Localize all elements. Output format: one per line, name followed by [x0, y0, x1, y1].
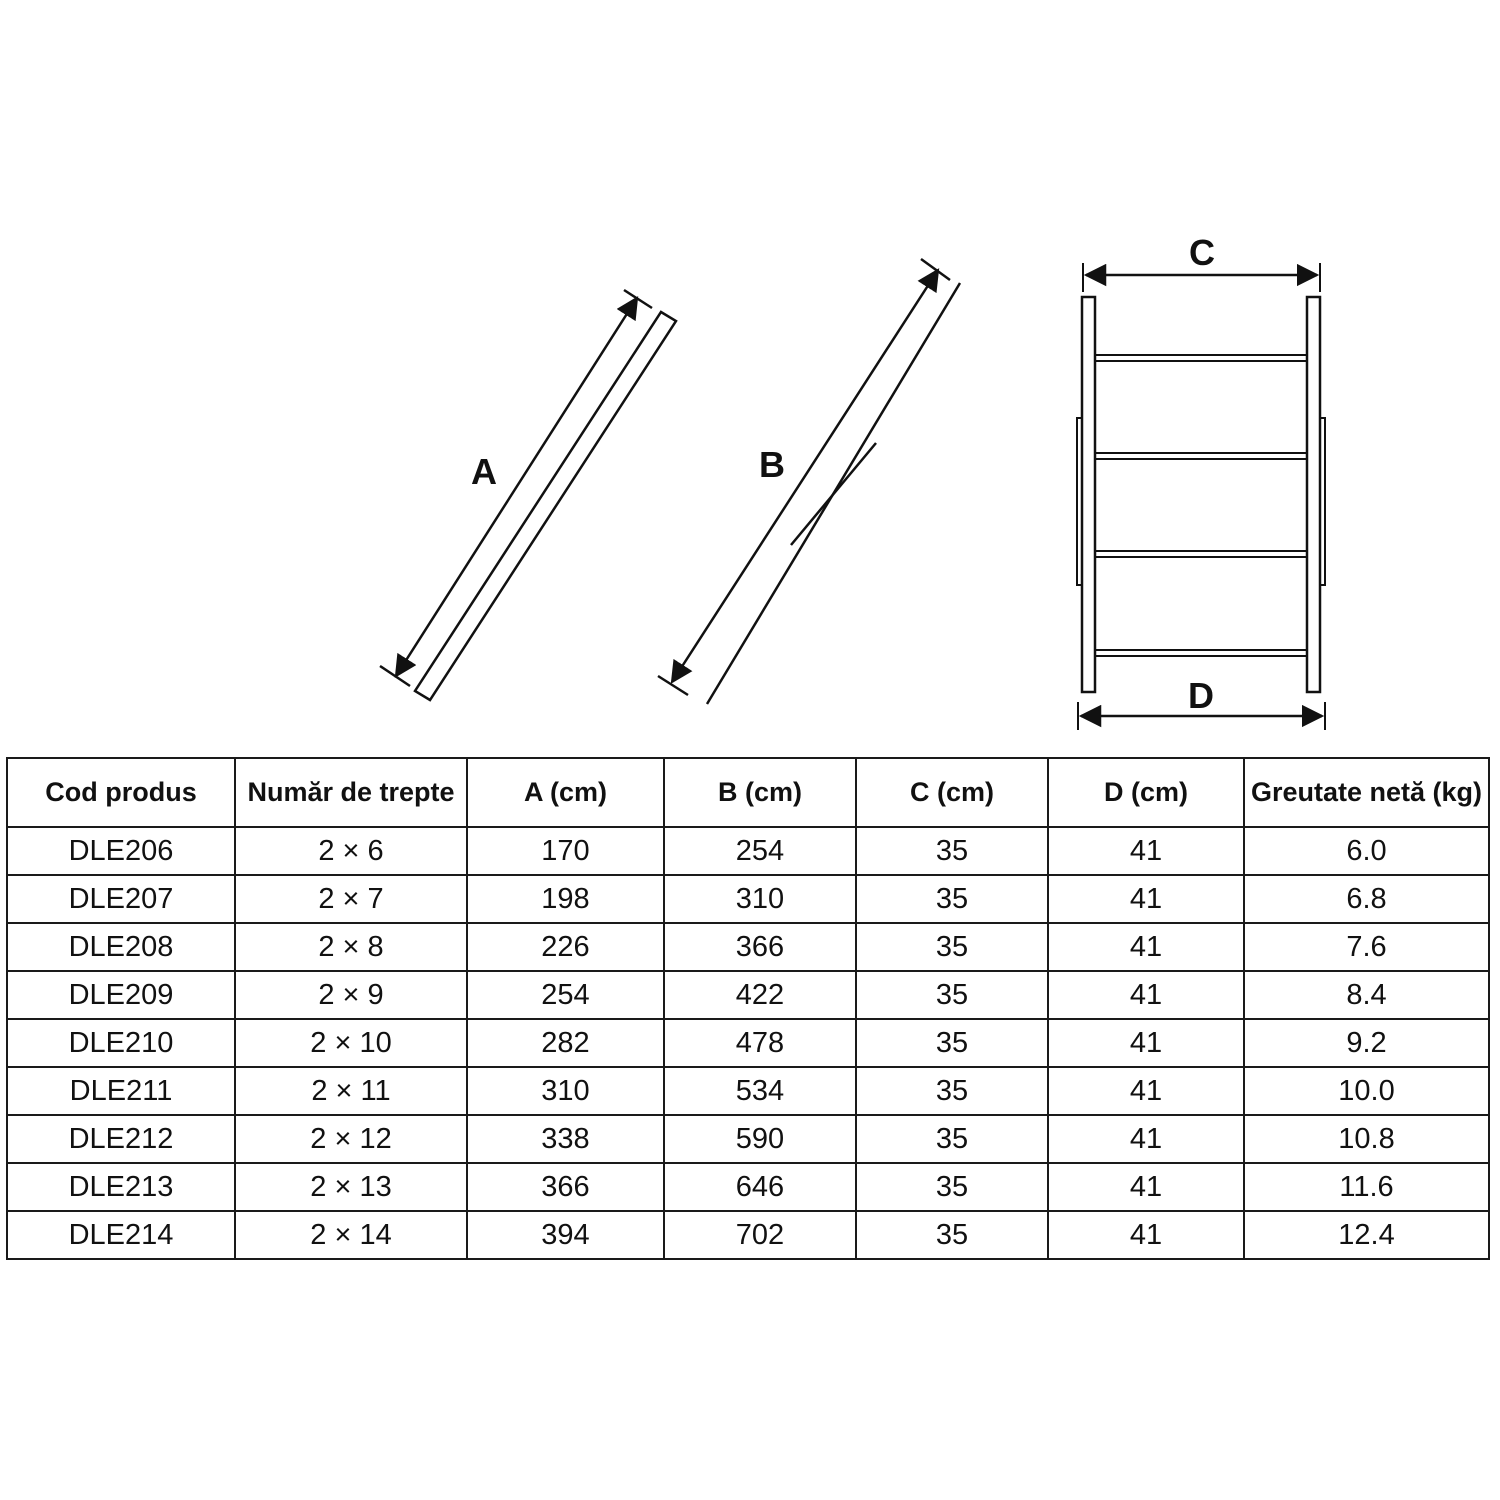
header-net-weight: Greutate netă (kg)	[1244, 758, 1489, 827]
cell-d: 41	[1048, 1019, 1244, 1067]
header-b: B (cm)	[664, 758, 856, 827]
cell-step-count: 2 × 9	[235, 971, 467, 1019]
cell-net-weight: 11.6	[1244, 1163, 1489, 1211]
cell-d: 41	[1048, 875, 1244, 923]
rung	[1095, 355, 1307, 361]
ladder-b-lower-section	[791, 443, 876, 545]
cell-step-count: 2 × 8	[235, 923, 467, 971]
cell-d: 41	[1048, 1163, 1244, 1211]
dimension-a-arrow	[396, 298, 637, 676]
cell-b: 534	[664, 1067, 856, 1115]
cell-step-count: 2 × 6	[235, 827, 467, 875]
table-row	[7, 827, 1489, 875]
right-stile	[1307, 297, 1320, 692]
cell-product-code: DLE207	[7, 875, 235, 923]
table-row	[7, 1115, 1489, 1163]
cell-product-code: DLE211	[7, 1067, 235, 1115]
cell-d: 41	[1048, 827, 1244, 875]
cell-step-count: 2 × 7	[235, 875, 467, 923]
ladder-extended-side-view	[658, 259, 960, 704]
cell-d: 41	[1048, 971, 1244, 1019]
cell-d: 41	[1048, 923, 1244, 971]
header-d: D (cm)	[1048, 758, 1244, 827]
cell-a: 226	[467, 923, 664, 971]
label-d: D	[1188, 675, 1214, 716]
ladder-a-rail	[415, 312, 676, 700]
table-row	[7, 971, 1489, 1019]
cell-product-code: DLE210	[7, 1019, 235, 1067]
cell-c: 35	[856, 1019, 1048, 1067]
right-outer-rail	[1320, 418, 1325, 585]
cell-b: 702	[664, 1211, 856, 1259]
cell-c: 35	[856, 1115, 1048, 1163]
cell-net-weight: 7.6	[1244, 923, 1489, 971]
cell-b: 590	[664, 1115, 856, 1163]
cell-b: 478	[664, 1019, 856, 1067]
cell-b: 646	[664, 1163, 856, 1211]
header-product-code: Cod produs	[7, 758, 235, 827]
cell-net-weight: 6.0	[1244, 827, 1489, 875]
cell-c: 35	[856, 923, 1048, 971]
table-row	[7, 1067, 1489, 1115]
table-row	[7, 1019, 1489, 1067]
ladder-closed-side-view	[380, 290, 676, 700]
table-row	[7, 1211, 1489, 1259]
left-outer-rail	[1077, 418, 1082, 585]
cell-b: 310	[664, 875, 856, 923]
cell-net-weight: 9.2	[1244, 1019, 1489, 1067]
cell-net-weight: 6.8	[1244, 875, 1489, 923]
cell-b: 254	[664, 827, 856, 875]
specifications-table	[6, 757, 1490, 1260]
cell-net-weight: 10.8	[1244, 1115, 1489, 1163]
cell-d: 41	[1048, 1067, 1244, 1115]
cell-a: 310	[467, 1067, 664, 1115]
rung	[1095, 453, 1307, 459]
cell-c: 35	[856, 971, 1048, 1019]
cell-product-code: DLE213	[7, 1163, 235, 1211]
dimension-a-tick-bottom	[380, 666, 410, 686]
rung	[1095, 650, 1307, 656]
dimension-b-arrow	[672, 270, 938, 682]
dimension-a-tick-top	[624, 290, 652, 308]
cell-product-code: DLE206	[7, 827, 235, 875]
table-row	[7, 923, 1489, 971]
cell-product-code: DLE212	[7, 1115, 235, 1163]
label-a: A	[471, 451, 497, 492]
left-stile	[1082, 297, 1095, 692]
cell-d: 41	[1048, 1115, 1244, 1163]
cell-c: 35	[856, 875, 1048, 923]
cell-net-weight: 8.4	[1244, 971, 1489, 1019]
label-b: B	[759, 444, 785, 485]
cell-c: 35	[856, 1211, 1048, 1259]
table-header-row	[7, 758, 1489, 827]
table-body	[7, 827, 1489, 1259]
header-a: A (cm)	[467, 758, 664, 827]
table-row	[7, 1163, 1489, 1211]
cell-step-count: 2 × 14	[235, 1211, 467, 1259]
cell-product-code: DLE214	[7, 1211, 235, 1259]
cell-a: 366	[467, 1163, 664, 1211]
cell-product-code: DLE208	[7, 923, 235, 971]
rung	[1095, 551, 1307, 557]
cell-net-weight: 10.0	[1244, 1067, 1489, 1115]
cell-a: 170	[467, 827, 664, 875]
cell-b: 422	[664, 971, 856, 1019]
dimension-b-tick-top	[921, 259, 950, 280]
cell-step-count: 2 × 13	[235, 1163, 467, 1211]
cell-b: 366	[664, 923, 856, 971]
cell-product-code: DLE209	[7, 971, 235, 1019]
cell-a: 394	[467, 1211, 664, 1259]
header-step-count: Număr de trepte	[235, 758, 467, 827]
label-c: C	[1189, 232, 1215, 273]
cell-c: 35	[856, 1163, 1048, 1211]
header-c: C (cm)	[856, 758, 1048, 827]
cell-net-weight: 12.4	[1244, 1211, 1489, 1259]
cell-step-count: 2 × 12	[235, 1115, 467, 1163]
cell-a: 254	[467, 971, 664, 1019]
table-row	[7, 875, 1489, 923]
cell-c: 35	[856, 827, 1048, 875]
cell-step-count: 2 × 10	[235, 1019, 467, 1067]
cell-a: 338	[467, 1115, 664, 1163]
ladder-front-view	[1077, 232, 1325, 730]
cell-a: 282	[467, 1019, 664, 1067]
cell-d: 41	[1048, 1211, 1244, 1259]
cell-c: 35	[856, 1067, 1048, 1115]
cell-step-count: 2 × 11	[235, 1067, 467, 1115]
cell-a: 198	[467, 875, 664, 923]
